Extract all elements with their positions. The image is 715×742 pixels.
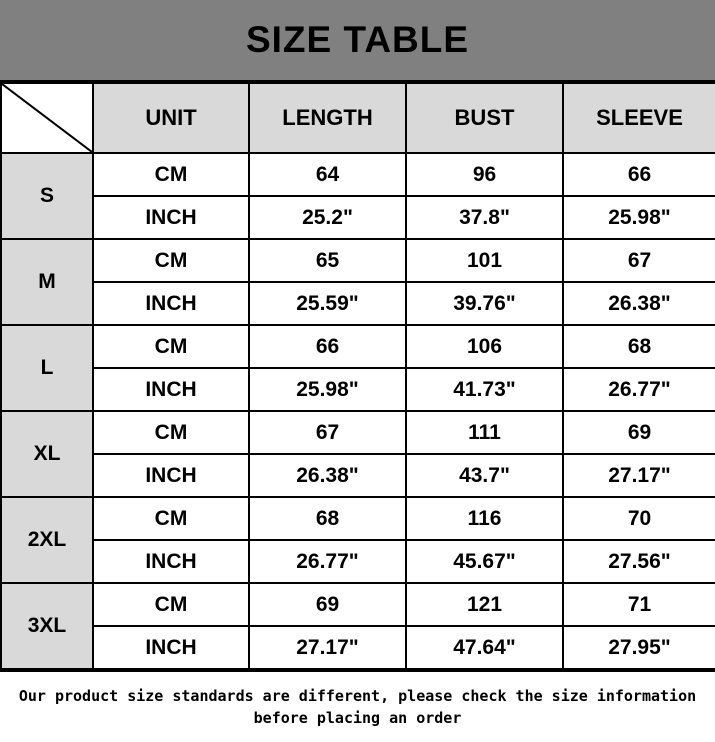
length-cm: 67 — [249, 411, 406, 454]
bust-inch: 47.64" — [406, 626, 563, 669]
sleeve-inch: 25.98" — [563, 196, 715, 239]
length-cm: 65 — [249, 239, 406, 282]
length-cm: 66 — [249, 325, 406, 368]
header-sleeve: SLEEVE — [563, 83, 715, 153]
bust-cm: 96 — [406, 153, 563, 196]
sleeve-inch: 26.77" — [563, 368, 715, 411]
size-label-2xl: 2XL — [1, 497, 93, 583]
length-cm: 69 — [249, 583, 406, 626]
table-row — [1, 153, 715, 196]
unit-cm: CM — [93, 411, 249, 454]
length-inch: 25.2" — [249, 196, 406, 239]
unit-cm: CM — [93, 583, 249, 626]
sleeve-cm: 68 — [563, 325, 715, 368]
corner-diagonal-cell — [1, 83, 93, 153]
bust-inch: 39.76" — [406, 282, 563, 325]
bust-cm: 101 — [406, 239, 563, 282]
size-label-m: M — [1, 239, 93, 325]
table-row — [1, 583, 715, 626]
bust-cm: 116 — [406, 497, 563, 540]
table-row — [1, 454, 715, 497]
table-row — [1, 325, 715, 368]
bust-cm: 111 — [406, 411, 563, 454]
unit-inch: INCH — [93, 454, 249, 497]
size-label-l: L — [1, 325, 93, 411]
table-row — [1, 196, 715, 239]
table-row — [1, 282, 715, 325]
document-title-bar — [0, 0, 715, 82]
length-inch: 26.77" — [249, 540, 406, 583]
length-inch: 25.59" — [249, 282, 406, 325]
bust-inch: 37.8" — [406, 196, 563, 239]
table-header-row — [1, 83, 715, 153]
length-cm: 64 — [249, 153, 406, 196]
unit-cm: CM — [93, 325, 249, 368]
size-label-xl: XL — [1, 411, 93, 497]
bust-cm: 106 — [406, 325, 563, 368]
table-row — [1, 497, 715, 540]
sleeve-inch: 27.95" — [563, 626, 715, 669]
bust-cm: 121 — [406, 583, 563, 626]
sleeve-cm: 67 — [563, 239, 715, 282]
page-title: SIZE TABLE — [245, 19, 470, 60]
length-inch: 26.38" — [249, 454, 406, 497]
unit-inch: INCH — [93, 626, 249, 669]
unit-cm: CM — [93, 239, 249, 282]
table-row — [1, 626, 715, 669]
sleeve-inch: 27.56" — [563, 540, 715, 583]
sleeve-inch: 26.38" — [563, 282, 715, 325]
sleeve-cm: 66 — [563, 153, 715, 196]
note-line-1: Our product size standards are different, please check the size information — [18, 686, 697, 705]
unit-inch: INCH — [93, 368, 249, 411]
unit-cm: CM — [93, 153, 249, 196]
table-row — [1, 368, 715, 411]
size-table — [0, 82, 715, 670]
disclaimer-note — [0, 670, 715, 742]
header-length: LENGTH — [249, 83, 406, 153]
header-unit: UNIT — [93, 83, 249, 153]
size-label-3xl: 3XL — [1, 583, 93, 669]
length-cm: 68 — [249, 497, 406, 540]
unit-inch: INCH — [93, 282, 249, 325]
table-row — [1, 239, 715, 282]
sleeve-cm: 71 — [563, 583, 715, 626]
table-row — [1, 411, 715, 454]
sleeve-cm: 69 — [563, 411, 715, 454]
sleeve-inch: 27.17" — [563, 454, 715, 497]
sleeve-cm: 70 — [563, 497, 715, 540]
length-inch: 25.98" — [249, 368, 406, 411]
length-inch: 27.17" — [249, 626, 406, 669]
note-line-2: before placing an order — [253, 709, 462, 727]
bust-inch: 41.73" — [406, 368, 563, 411]
size-label-s: S — [1, 153, 93, 239]
unit-cm: CM — [93, 497, 249, 540]
diagonal-line-icon — [2, 84, 92, 152]
bust-inch: 43.7" — [406, 454, 563, 497]
unit-inch: INCH — [93, 196, 249, 239]
unit-inch: INCH — [93, 540, 249, 583]
bust-inch: 45.67" — [406, 540, 563, 583]
table-row — [1, 540, 715, 583]
header-bust: BUST — [406, 83, 563, 153]
